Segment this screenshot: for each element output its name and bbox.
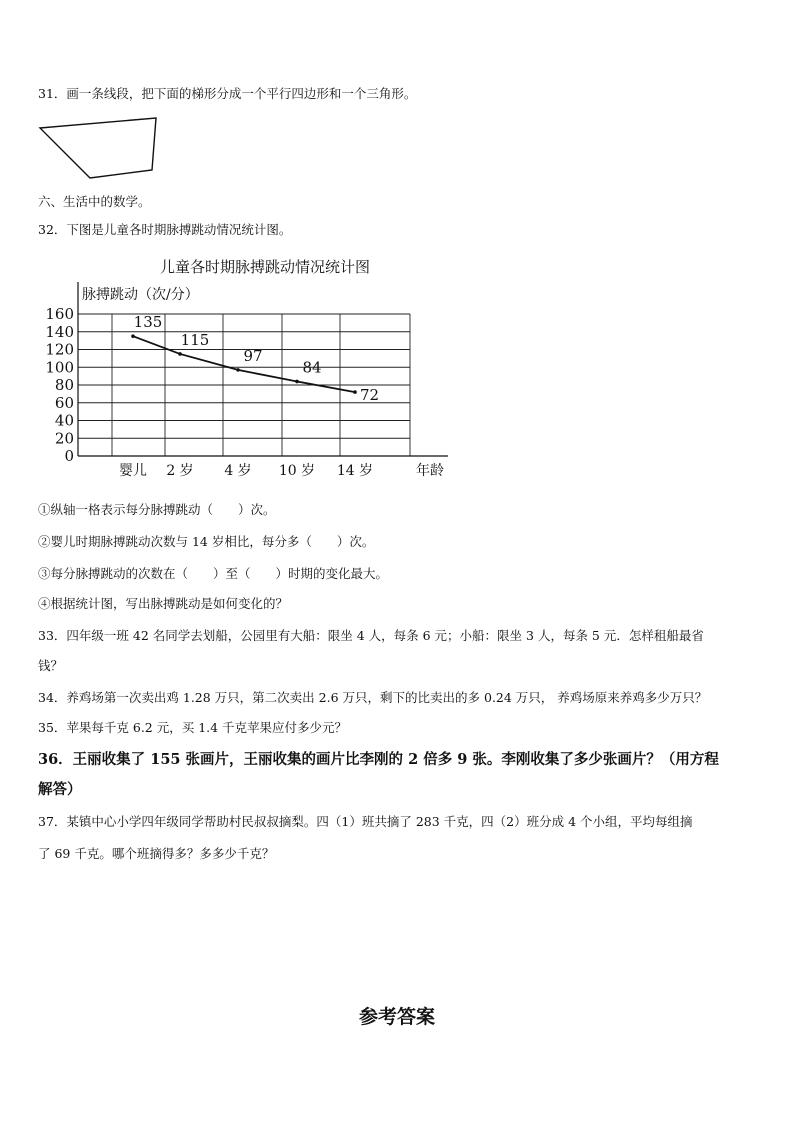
chart-title: 儿童各时期脉搏跳动情况统计图 [159,258,371,276]
question-31: 31．画一条线段，把下面的梯形分成一个平行四边形和一个三角形。 [38,86,417,101]
pulse-line-chart [30,248,460,486]
data-label: 135 [133,313,163,332]
y-axis-label: 脉搏跳动（次/分） [82,287,199,303]
question-32-intro: 32．下图是儿童各时期脉搏跳动情况统计图。 [38,222,292,237]
question-37-line1: 37．某镇中心小学四年级同学帮助村民叔叔摘梨。四（1）班共摘了 283 千克，四（2）班分成 4 个小组，平均每组摘 [38,814,693,829]
x-axis-label: 年龄 [416,463,444,479]
y-tick-label: 20 [54,429,74,448]
section-6-heading: 六、生活中的数学。 [38,194,151,209]
data-label: 72 [360,386,380,405]
question-32-sub1: ①纵轴一格表示每分脉搏跳动（ ）次。 [38,502,276,517]
question-36-line2: 解答） [38,781,82,798]
y-tick-label: 120 [45,340,74,359]
data-point [178,352,182,356]
x-tick-label: 2 岁 [166,463,194,479]
question-35: 35．苹果每千克 6.2 元，买 1.4 千克苹果应付多少元？ [38,720,348,735]
y-tick-label: 40 [54,411,74,430]
question-34: 34．养鸡场第一次卖出鸡 1.28 万只，第二次卖出 2.6 万只，剩下的比卖出的多 0.24 万只， 养鸡场原来养鸡多少万只？ [38,690,708,705]
y-tick-label: 160 [45,305,74,323]
data-point [295,380,299,384]
y-tick-label: 140 [45,322,74,341]
question-32-sub2: ②婴儿时期脉搏跳动次数与 14 岁相比，每分多（ ）次。 [38,534,375,549]
x-tick-label: 4 岁 [224,463,252,479]
data-label: 115 [180,330,210,349]
x-tick-label: 10 岁 [278,463,316,479]
y-tick-label: 100 [45,358,74,377]
question-32-sub4: ④根据统计图，写出脉搏跳动是如何变化的？ [38,596,289,611]
x-tick-label: 14 岁 [336,463,374,479]
data-point [131,334,135,338]
y-tick-label: 0 [64,447,74,465]
x-tick-label: 婴儿 [119,463,147,479]
data-point [236,368,240,372]
question-33-line2: 钱？ [38,658,64,673]
y-tick-label: 80 [54,376,74,394]
question-36-line1: 36．王丽收集了 155 张画片，王丽收集的画片比李刚的 2 倍多 9 张。李刚收集了多少张画片？（用方程 [38,751,719,768]
question-37-line2: 了 69 千克。哪个班摘得多？多多少千克？ [38,846,275,861]
data-point [353,390,357,394]
y-tick-label: 60 [54,393,74,412]
question-33-line1: 33．四年级一班 42 名同学去划船，公园里有大船：限坐 4 人，每条 6 元；小船：限坐 3 人，每条 5 元．怎样租船最省 [38,628,704,643]
data-label: 97 [243,346,263,365]
trapezoid-figure [30,112,170,184]
data-label: 84 [302,358,322,377]
question-32-sub3: ③每分脉搏跳动的次数在（ ）至（ ）时期的变化最大。 [38,566,389,581]
answer-section-title: 参考答案 [358,1006,435,1028]
